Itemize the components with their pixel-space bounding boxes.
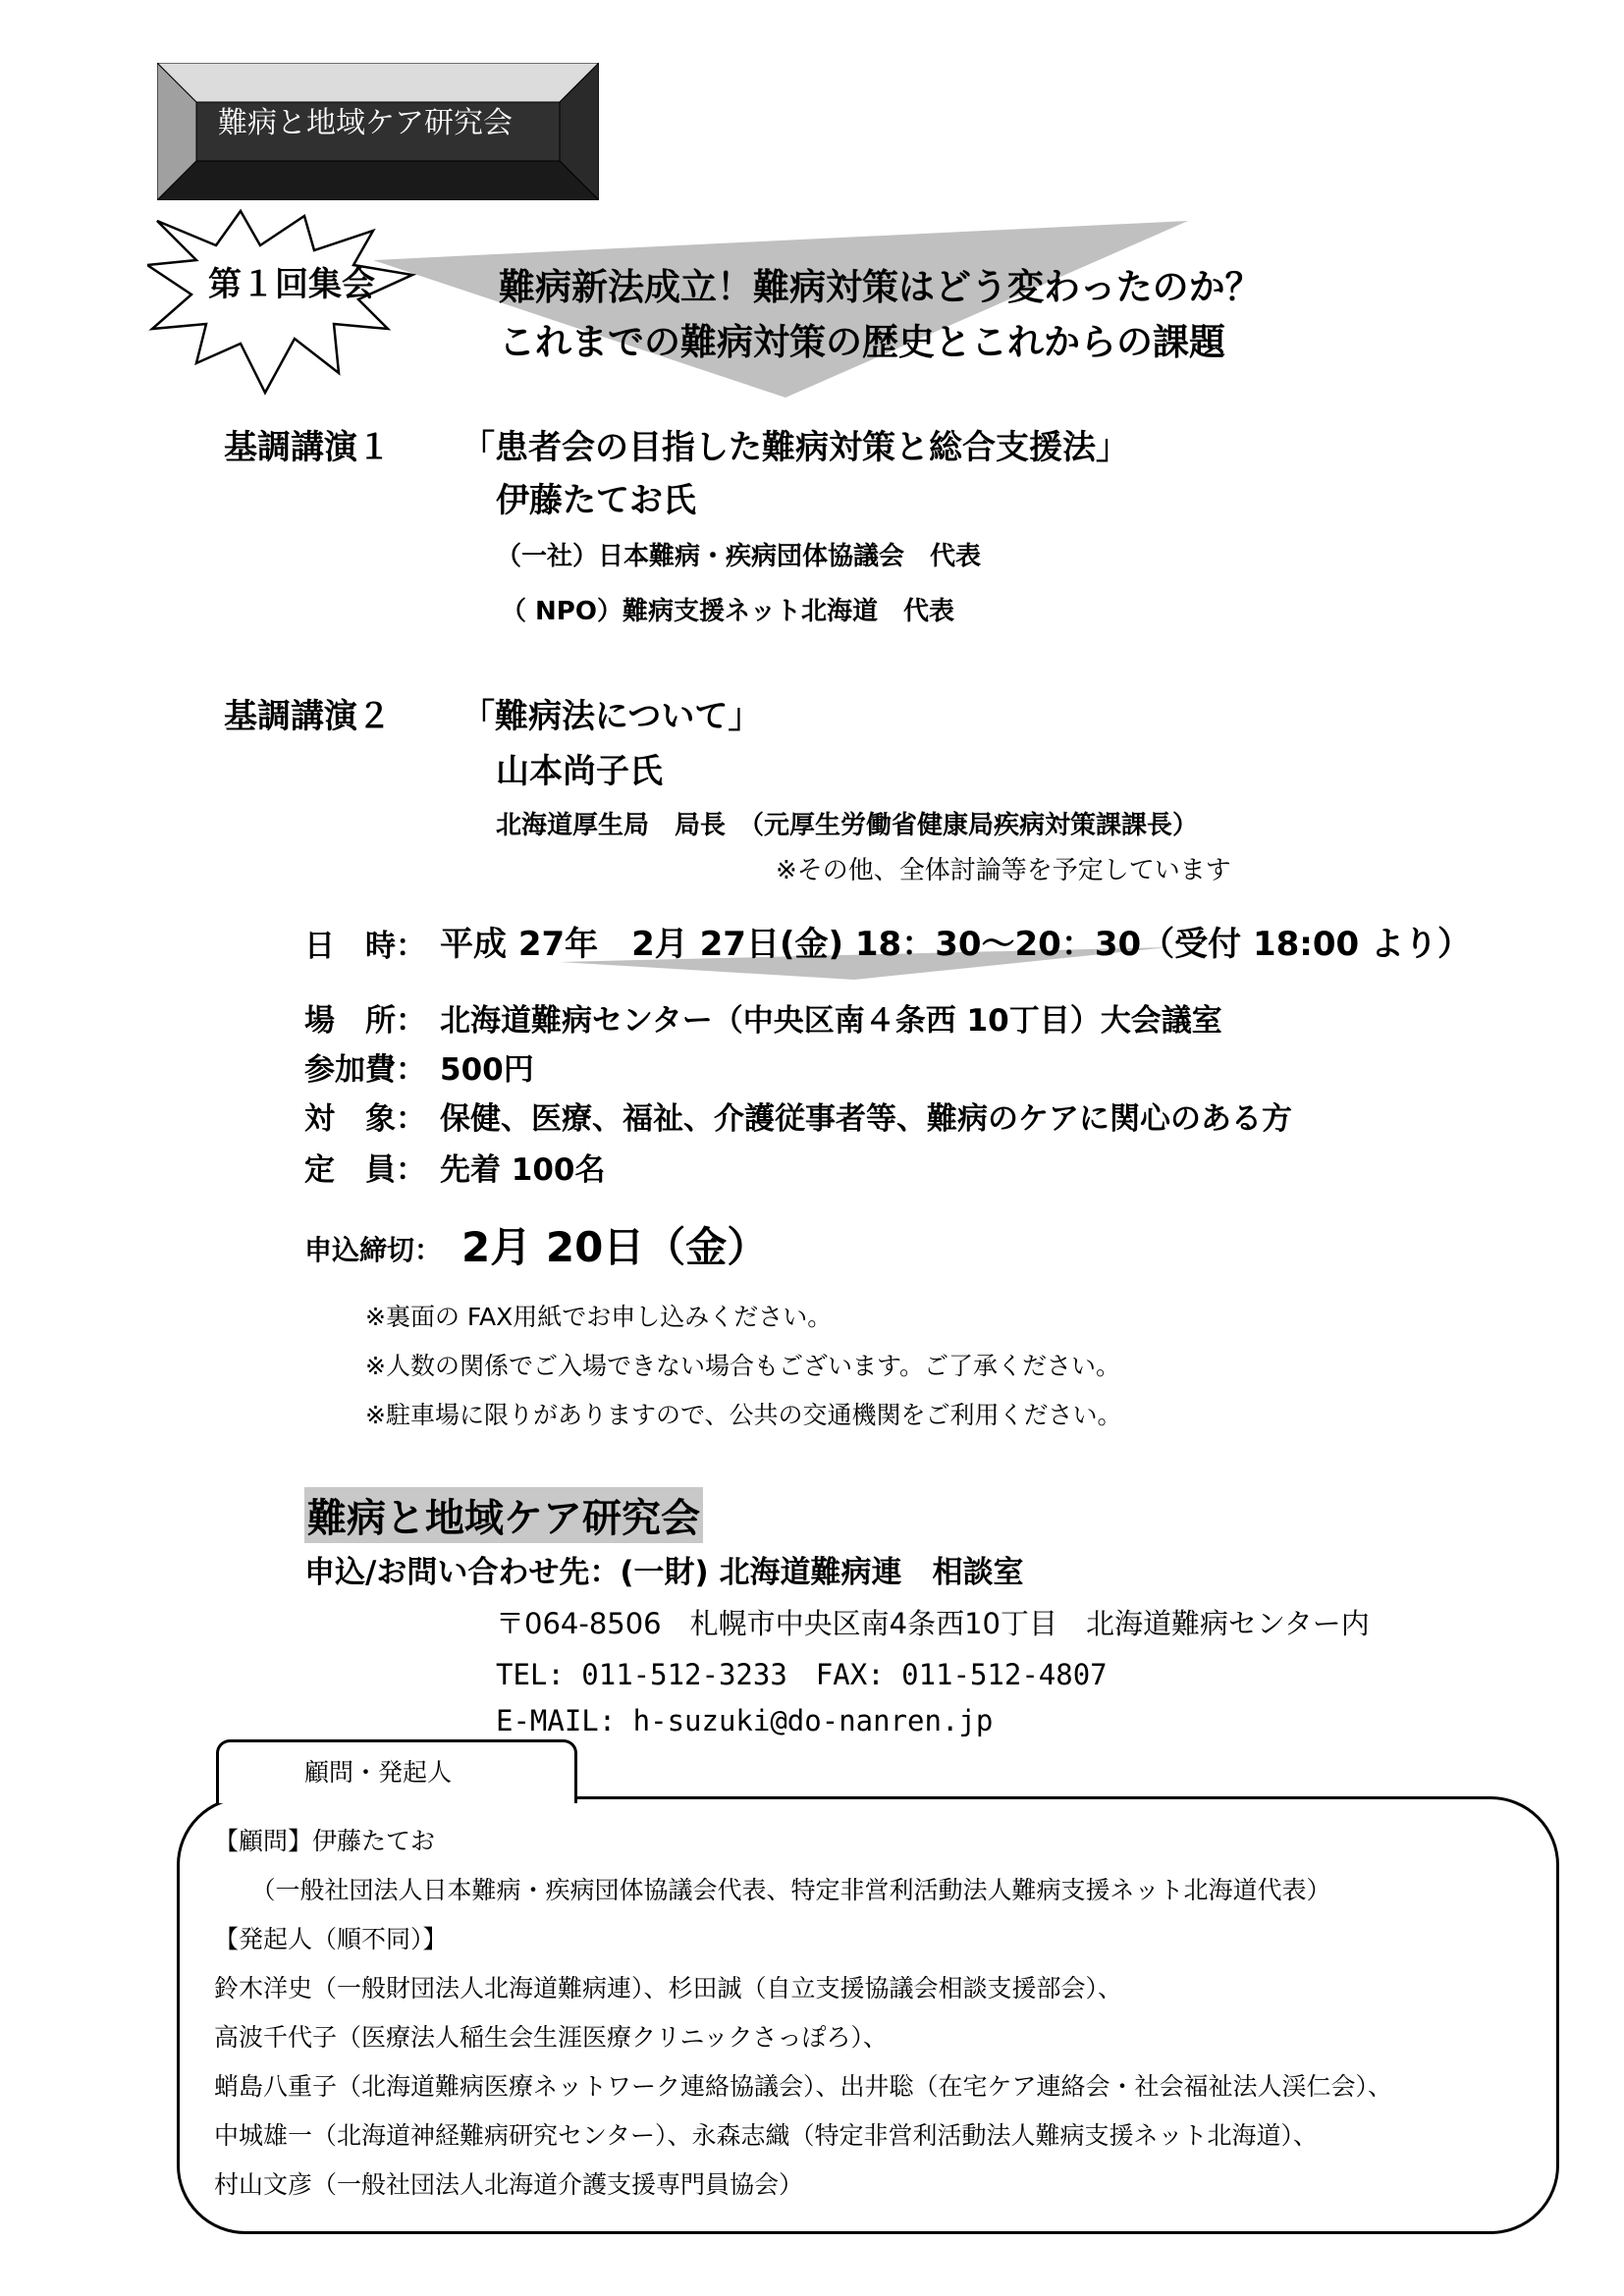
talk2-speaker: 山本尚子氏 <box>496 752 663 791</box>
deadline-label: 申込締切： <box>304 1234 443 1266</box>
talk1-title: 「患者会の目指した難病対策と総合支援法」 <box>461 428 1129 467</box>
email-link[interactable]: E-MAIL: h-suzuki@do-nanren.jp <box>496 1704 994 1737</box>
advisors-tab-label: 顧問・発起人 <box>304 1758 453 1787</box>
place-value: 北海道難病センター（中央区南４条西 10丁目）大会議室 <box>440 1003 1222 1039</box>
fee-value: 500円 <box>440 1052 534 1088</box>
talk2-title: 「難病法について」 <box>461 697 762 736</box>
talk1-speaker: 伊藤たてお氏 <box>496 481 696 520</box>
other-note: ※その他、全体討論等を予定しています <box>776 856 1231 885</box>
advisor-line: 鈴木洋史（一般財団法人北海道難病連）、杉田誠（自立支援協議会相談支援部会）、 <box>214 1974 1123 2002</box>
event-title-line2: これまでの難病対策の歴史とこれからの課題 <box>499 321 1225 363</box>
deadline-value: 2月 20日（金） <box>461 1223 769 1271</box>
advisor-line: 中城雄一（北海道神経難病研究センター）、永森志織（特定非営利活動法人難病支援ネット北海道）、 <box>214 2121 1319 2150</box>
capacity-value: 先着 100名 <box>440 1152 606 1188</box>
tel-fax-line: TEL: 011-512-3233 FAX: 011-512-4807 <box>496 1658 1108 1691</box>
advisor-line: 蛸島八重子（北海道難病医療ネットワーク連絡協議会）、出井聡（在宅ケア連絡会・社会福祉法人渓仁会）、 <box>214 2072 1393 2101</box>
capacity-label: 定 員： <box>304 1152 426 1188</box>
talk1-affiliation: （ NPO）難病支援ネット北海道 代表 <box>501 597 954 626</box>
note-item: ※駐車場に限りがありますので、公共の交通機関をご利用ください。 <box>365 1401 1122 1429</box>
talk1-label: 基調講演１ <box>224 428 391 467</box>
advisor-line: 【発起人（順不同）】 <box>214 1925 448 1953</box>
talk1-affiliation: （一社）日本難病・疾病団体協議会 代表 <box>496 542 982 571</box>
inquiry-line: 申込/お問い合わせ先：(一財) 北海道難病連 相談室 <box>304 1555 1024 1590</box>
address-line: 〒064-8506 札幌市中央区南4条西10丁目 北海道難病センター内 <box>496 1607 1370 1640</box>
talk2-label: 基調講演２ <box>224 697 391 736</box>
target-value: 保健、医療、福祉、介護従事者等、難病のケアに関心のある方 <box>440 1101 1292 1137</box>
note-item: ※裏面の FAX用紙でお申し込みください。 <box>365 1303 833 1331</box>
event-title-line1: 難病新法成立！難病対策はどう変わったのか？ <box>499 266 1262 308</box>
organization-name: 難病と地域ケア研究会 <box>304 1487 703 1543</box>
advisor-line: 高波千代子（医療法人稲生会生涯医療クリニックさっぽろ）、 <box>214 2023 889 2052</box>
date-value: 平成 27年 2月 27日(金) 18：30～20：30（受付 18:00 より） <box>440 925 1472 964</box>
advisor-line: 【顧問】伊藤たてお <box>214 1827 436 1855</box>
talk2-affiliation: 北海道厚生局 局長 （元厚生労働省健康局疾病対策課課長） <box>496 811 1199 840</box>
date-label: 日 時： <box>304 929 426 964</box>
fee-label: 参加費： <box>304 1052 426 1088</box>
meeting-label: 第１回集会 <box>208 265 375 304</box>
target-label: 対 象： <box>304 1101 426 1137</box>
advisor-line: 村山文彦（一般社団法人北海道介護支援専門員協会） <box>214 2170 804 2199</box>
plaque-title: 難病と地域ケア研究会 <box>218 106 513 140</box>
place-label: 場 所： <box>304 1003 426 1039</box>
note-item: ※人数の関係でご入場できない場合もございます。ご了承ください。 <box>365 1352 1120 1380</box>
advisor-line: （一般社団法人日本難病・疾病団体協議会代表、特定非営利活動法人難病支援ネット北海道代表） <box>214 1876 1331 1904</box>
